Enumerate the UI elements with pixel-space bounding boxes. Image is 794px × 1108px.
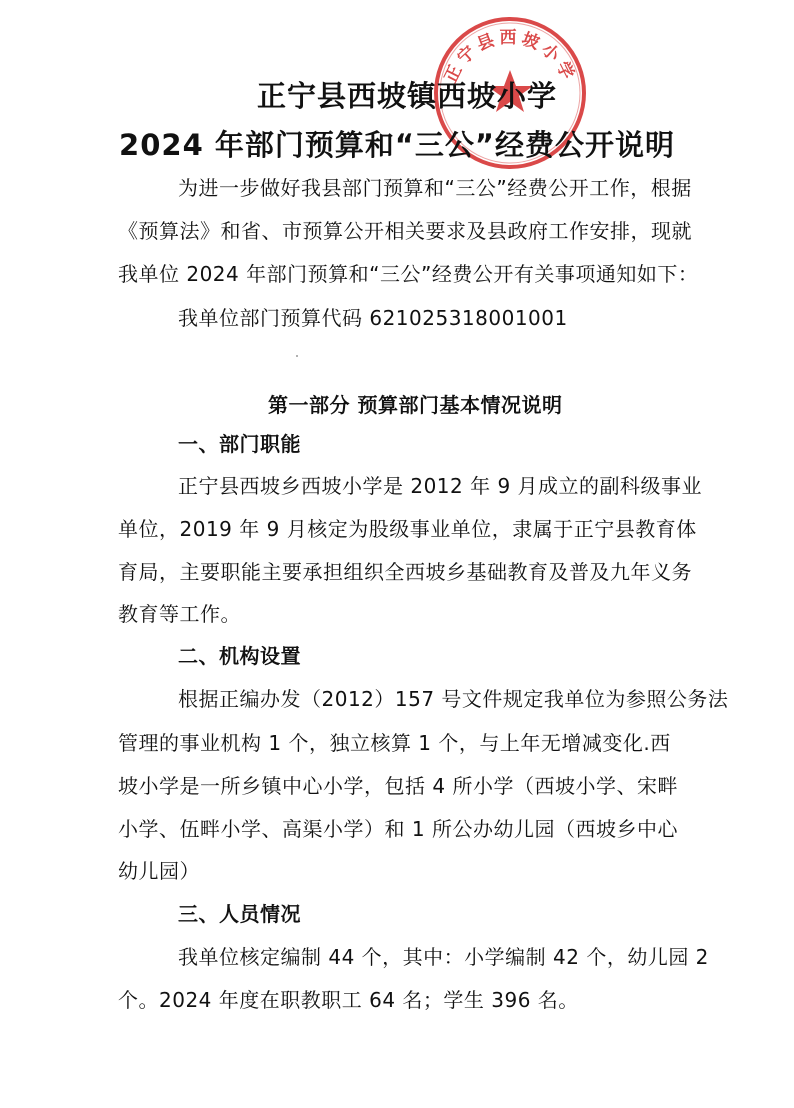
section-one-line-1: 正宁县西坡乡西坡小学是 2012 年 9 月成立的副科级事业 <box>178 474 703 498</box>
section-two-line-5: 幼儿园） <box>118 859 200 883</box>
part-one-heading: 第一部分 预算部门基本情况说明 <box>268 393 563 417</box>
section-two-line-3: 坡小学是一所乡镇中心小学，包括 4 所小学（西坡小学、宋畔 <box>118 774 678 798</box>
document-title-line1: 正宁县西坡镇西坡小学 <box>256 79 557 113</box>
section-two-line-1: 根据正编办发（2012）157 号文件规定我单位为参照公务法 <box>178 687 729 711</box>
intro-line-1: 为进一步做好我县部门预算和“三公”经费公开工作，根据 <box>178 176 692 200</box>
section-three-line-1: 我单位核定编制 44 个，其中：小学编制 42 个，幼儿园 2 <box>178 945 709 969</box>
intro-line-3: 我单位 2024 年部门预算和“三公”经费公开有关事项通知如下： <box>118 262 699 286</box>
section-three-line-2: 个。2024 年度在职教职工 64 名；学生 396 名。 <box>118 988 579 1012</box>
scan-speck <box>296 355 298 357</box>
document-title-line2: 2024 年部门预算和“三公”经费公开说明 <box>119 128 675 162</box>
section-two-heading: 二、机构设置 <box>178 644 301 668</box>
section-two-line-2: 管理的事业机构 1 个，独立核算 1 个，与上年无增减变化.西 <box>118 731 671 755</box>
intro-line-2: 《预算法》和省、市预算公开相关要求及县政府工作安排，现就 <box>118 219 692 243</box>
section-one-line-2: 单位，2019 年 9 月核定为股级事业单位，隶属于正宁县教育体 <box>118 517 697 541</box>
seal-text: 正宁县西坡小学 <box>440 27 580 87</box>
budget-code-line: 我单位部门预算代码 621025318001001 <box>178 306 568 330</box>
section-two-line-4: 小学、伍畔小学、高渠小学）和 1 所公办幼儿园（西坡乡中心 <box>118 817 678 841</box>
section-one-line-3: 育局，主要职能主要承担组织全西坡乡基础教育及普及九年义务 <box>118 560 692 584</box>
section-three-heading: 三、人员情况 <box>178 902 301 926</box>
section-one-line-4: 教育等工作。 <box>118 602 241 626</box>
section-one-heading: 一、部门职能 <box>178 432 301 456</box>
